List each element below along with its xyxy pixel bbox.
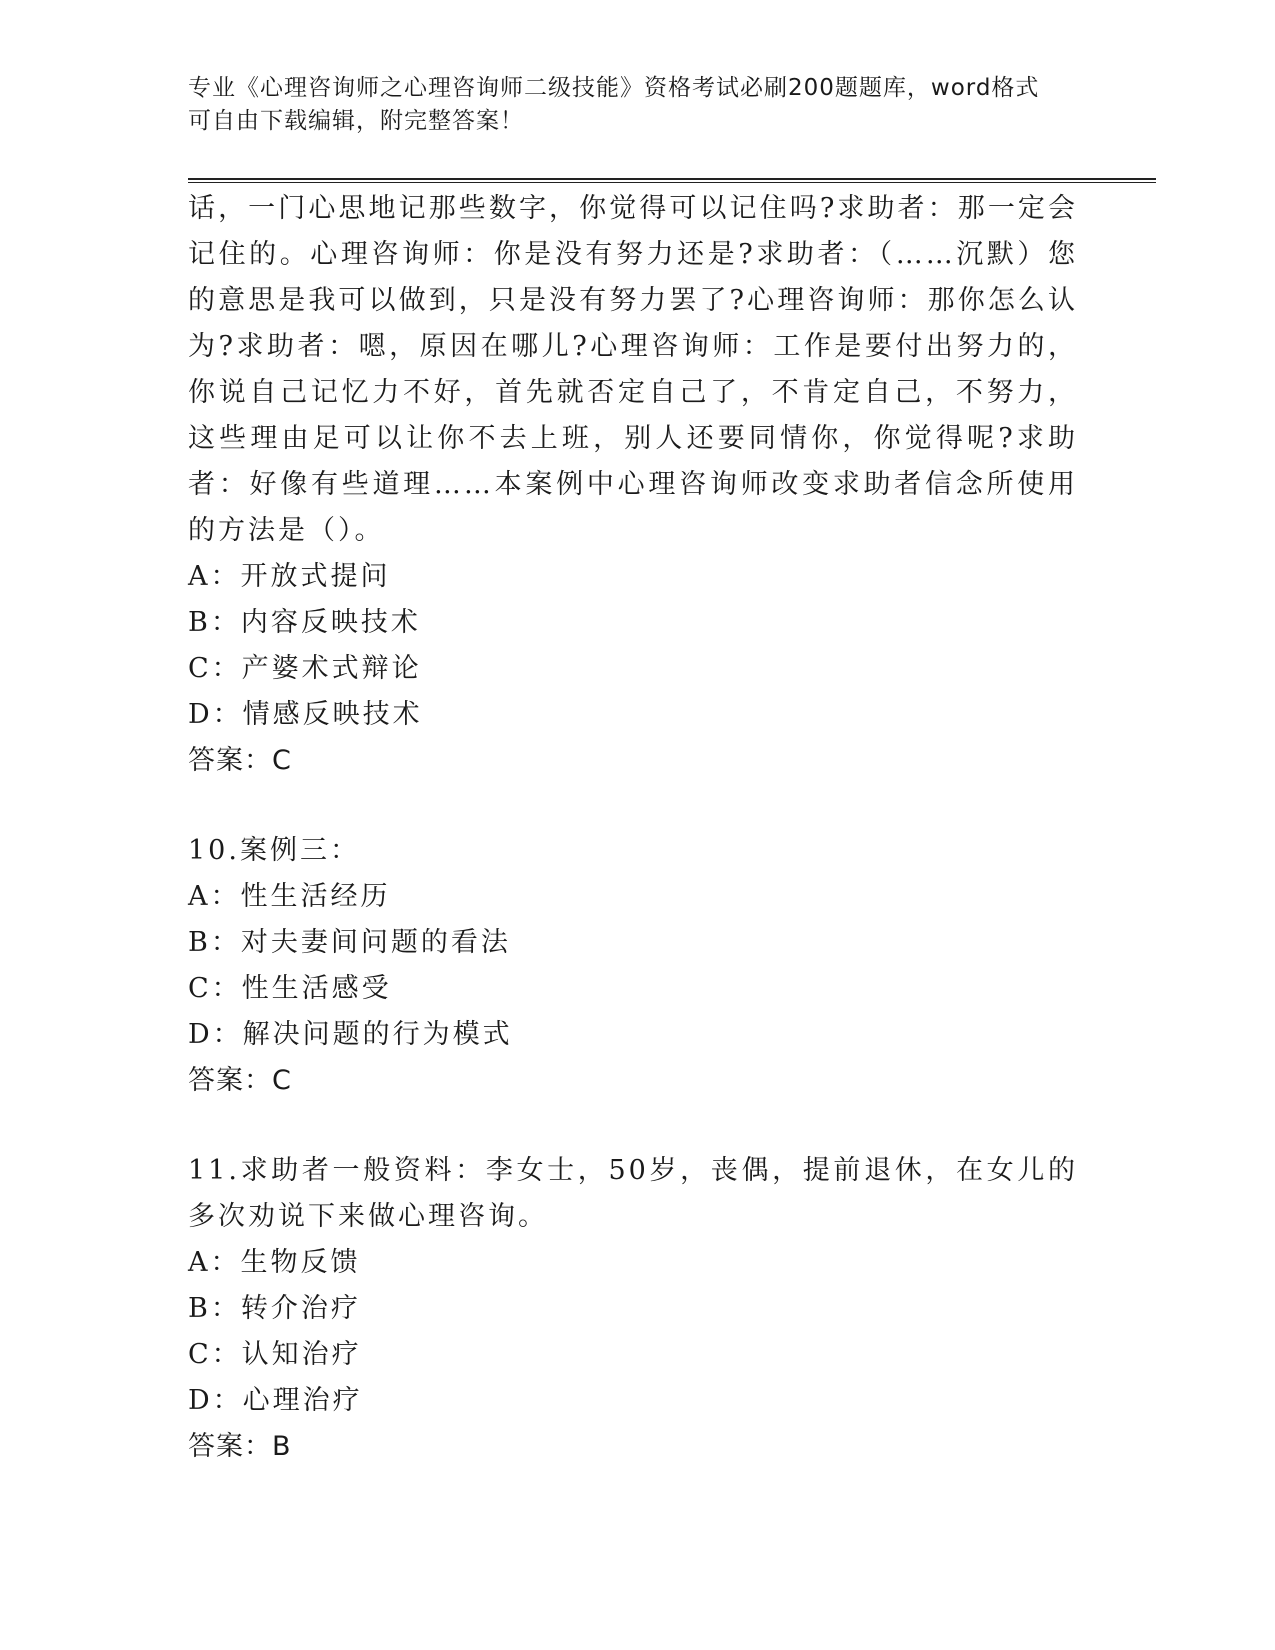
option-c: C：认知治疗 xyxy=(188,1339,362,1370)
option-c: C：产婆术式辩论 xyxy=(188,653,422,684)
question-stem: 话，一门心思地记那些数字，你觉得可以记住吗?求助者：那一定会记住的。心理咨询师：你是没有努力还是?求助者：（……沉默）您的意思是我可以做到，只是没有努力罢了?心理咨询师：那你怎么认为?求助者：嗯，原因在哪儿?心理咨询师：工作是要付出努力的，你说自己记忆力不好，首先就否定自己了，不肯定自己，不努力，这些理由足可以让你不去上班，别人还要同情你，你觉得呢?求助者：好像有些道理……本案例中心理咨询师改变求助者信念所使用的方法是（）。 xyxy=(188,193,1078,546)
option-d: D：解决问题的行为模式 xyxy=(188,1019,513,1050)
document-body xyxy=(188,186,1078,1470)
question-stem: 10.案例三： xyxy=(188,835,360,866)
question-9 xyxy=(188,186,1078,784)
header-divider xyxy=(188,178,1156,183)
question-10 xyxy=(188,828,1078,1104)
question-stem: 11.求助者一般资料：李女士，50岁，丧偶，提前退休，在女儿的多次劝说下来做心理咨询。 xyxy=(188,1155,1078,1232)
option-d: D：心理治疗 xyxy=(188,1385,363,1416)
header-title-line1: 专业《心理咨询师之心理咨询师二级技能》资格考试必刷200题题库，word格式 xyxy=(188,75,1040,101)
option-c: C：性生活感受 xyxy=(188,973,392,1004)
answer-line: 答案：C xyxy=(188,1065,292,1096)
answer-line: 答案：B xyxy=(188,1431,292,1462)
option-a: A：开放式提问 xyxy=(188,561,391,592)
option-a: A：生物反馈 xyxy=(188,1247,361,1278)
page-header xyxy=(188,72,1068,138)
spacer xyxy=(188,1104,1078,1148)
header-title-line2: 可自由下载编辑，附完整答案！ xyxy=(188,108,524,134)
option-d: D：情感反映技术 xyxy=(188,699,423,730)
option-b: B：对夫妻间问题的看法 xyxy=(188,927,511,958)
answer-line: 答案：C xyxy=(188,745,292,776)
option-b: B：内容反映技术 xyxy=(188,607,421,638)
spacer xyxy=(188,784,1078,828)
option-a: A：性生活经历 xyxy=(188,881,391,912)
question-11 xyxy=(188,1148,1078,1470)
option-b: B：转介治疗 xyxy=(188,1293,361,1324)
